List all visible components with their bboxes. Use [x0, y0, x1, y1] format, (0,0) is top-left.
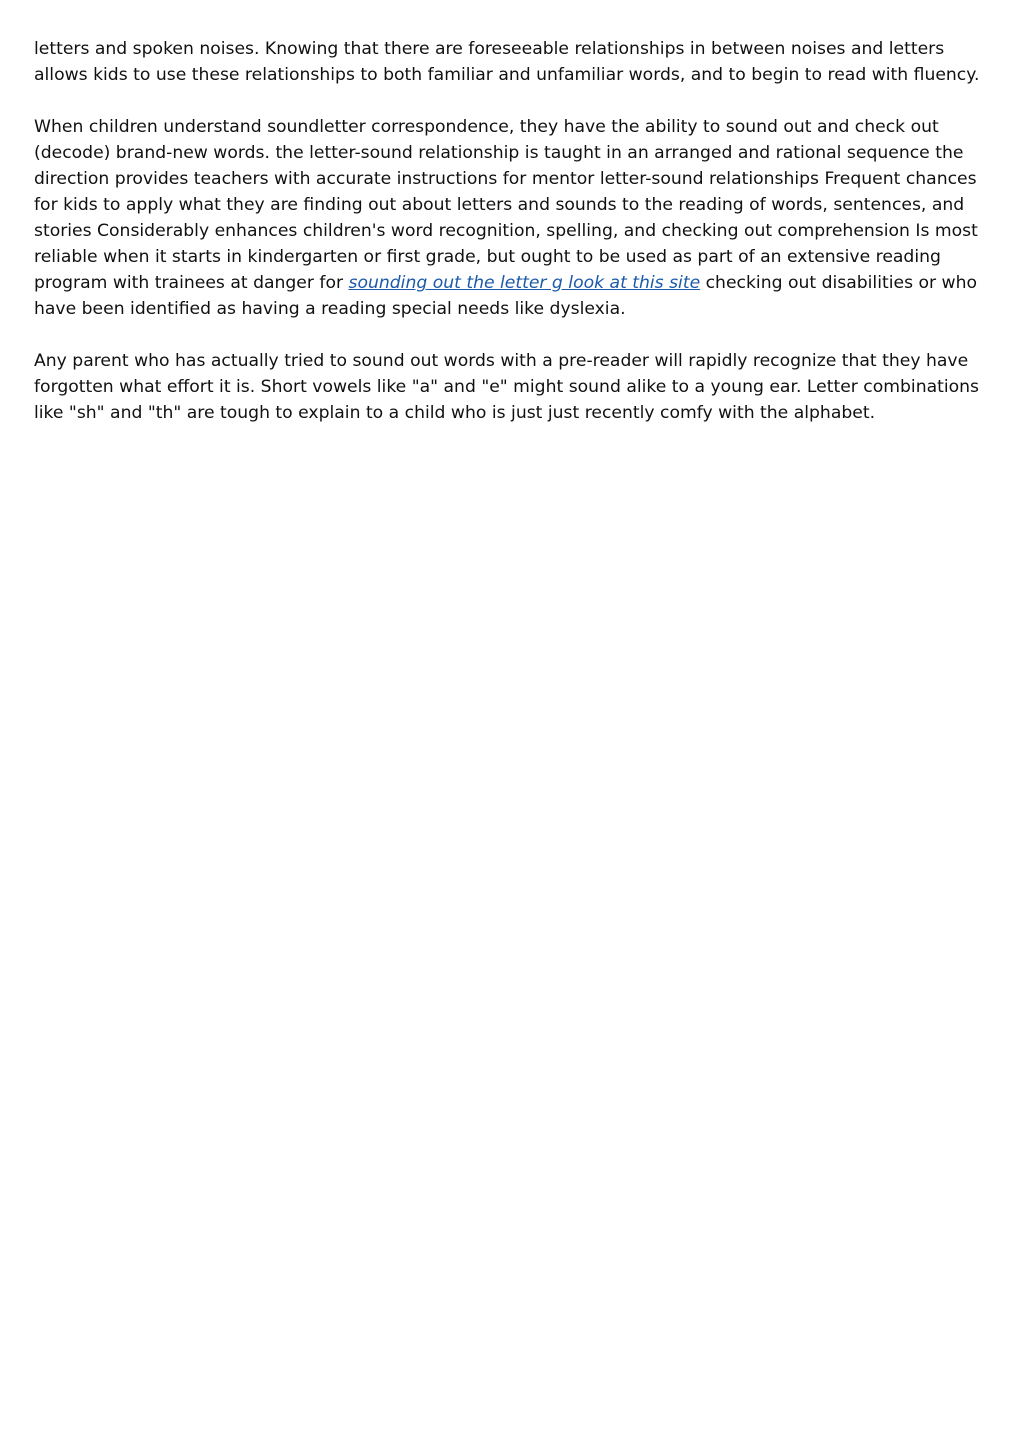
paragraph-2 [34, 114, 994, 322]
paragraph-2-text-end: checking out disabilities or who have been identified as having a reading special needs like dyslexia. [34, 273, 978, 319]
sounding-out-letter-g-link[interactable]: sounding out the letter g look at this site [348, 273, 701, 293]
paragraph-2-text-start: When children understand soundletter correspondence, they have the ability to sound out and check out (decode) brand-new words. the letter-sound relationship is taught in an arranged and rational sequence the direction provides teachers with accurate instructions for mentor letter-sound relationships Frequent chances for kids to apply what they are finding out about letters and sounds to the reading of words, sentences, and stories Considerably enhances children's word recognition, spelling, and checking out comprehension Is most reliable when it starts in kindergarten or first grade, but ought to be used as part of an extensive reading program with trainees at danger for [34, 117, 978, 293]
article-body [34, 36, 994, 452]
paragraph-1: letters and spoken noises. Knowing that there are foreseeable relationships in between noises and letters allows kids to use these relationships to both familiar and unfamiliar words, and to begin to read with fluency. [34, 39, 980, 85]
paragraph-3: Any parent who has actually tried to sound out words with a pre-reader will rapidly recognize that they have forgotten what effort it is. Short vowels like "a" and "e" might sound alike to a young ear. Letter combinations like "sh" and "th" are tough to explain to a child who is just just recently comfy with the alphabet. [34, 351, 979, 423]
